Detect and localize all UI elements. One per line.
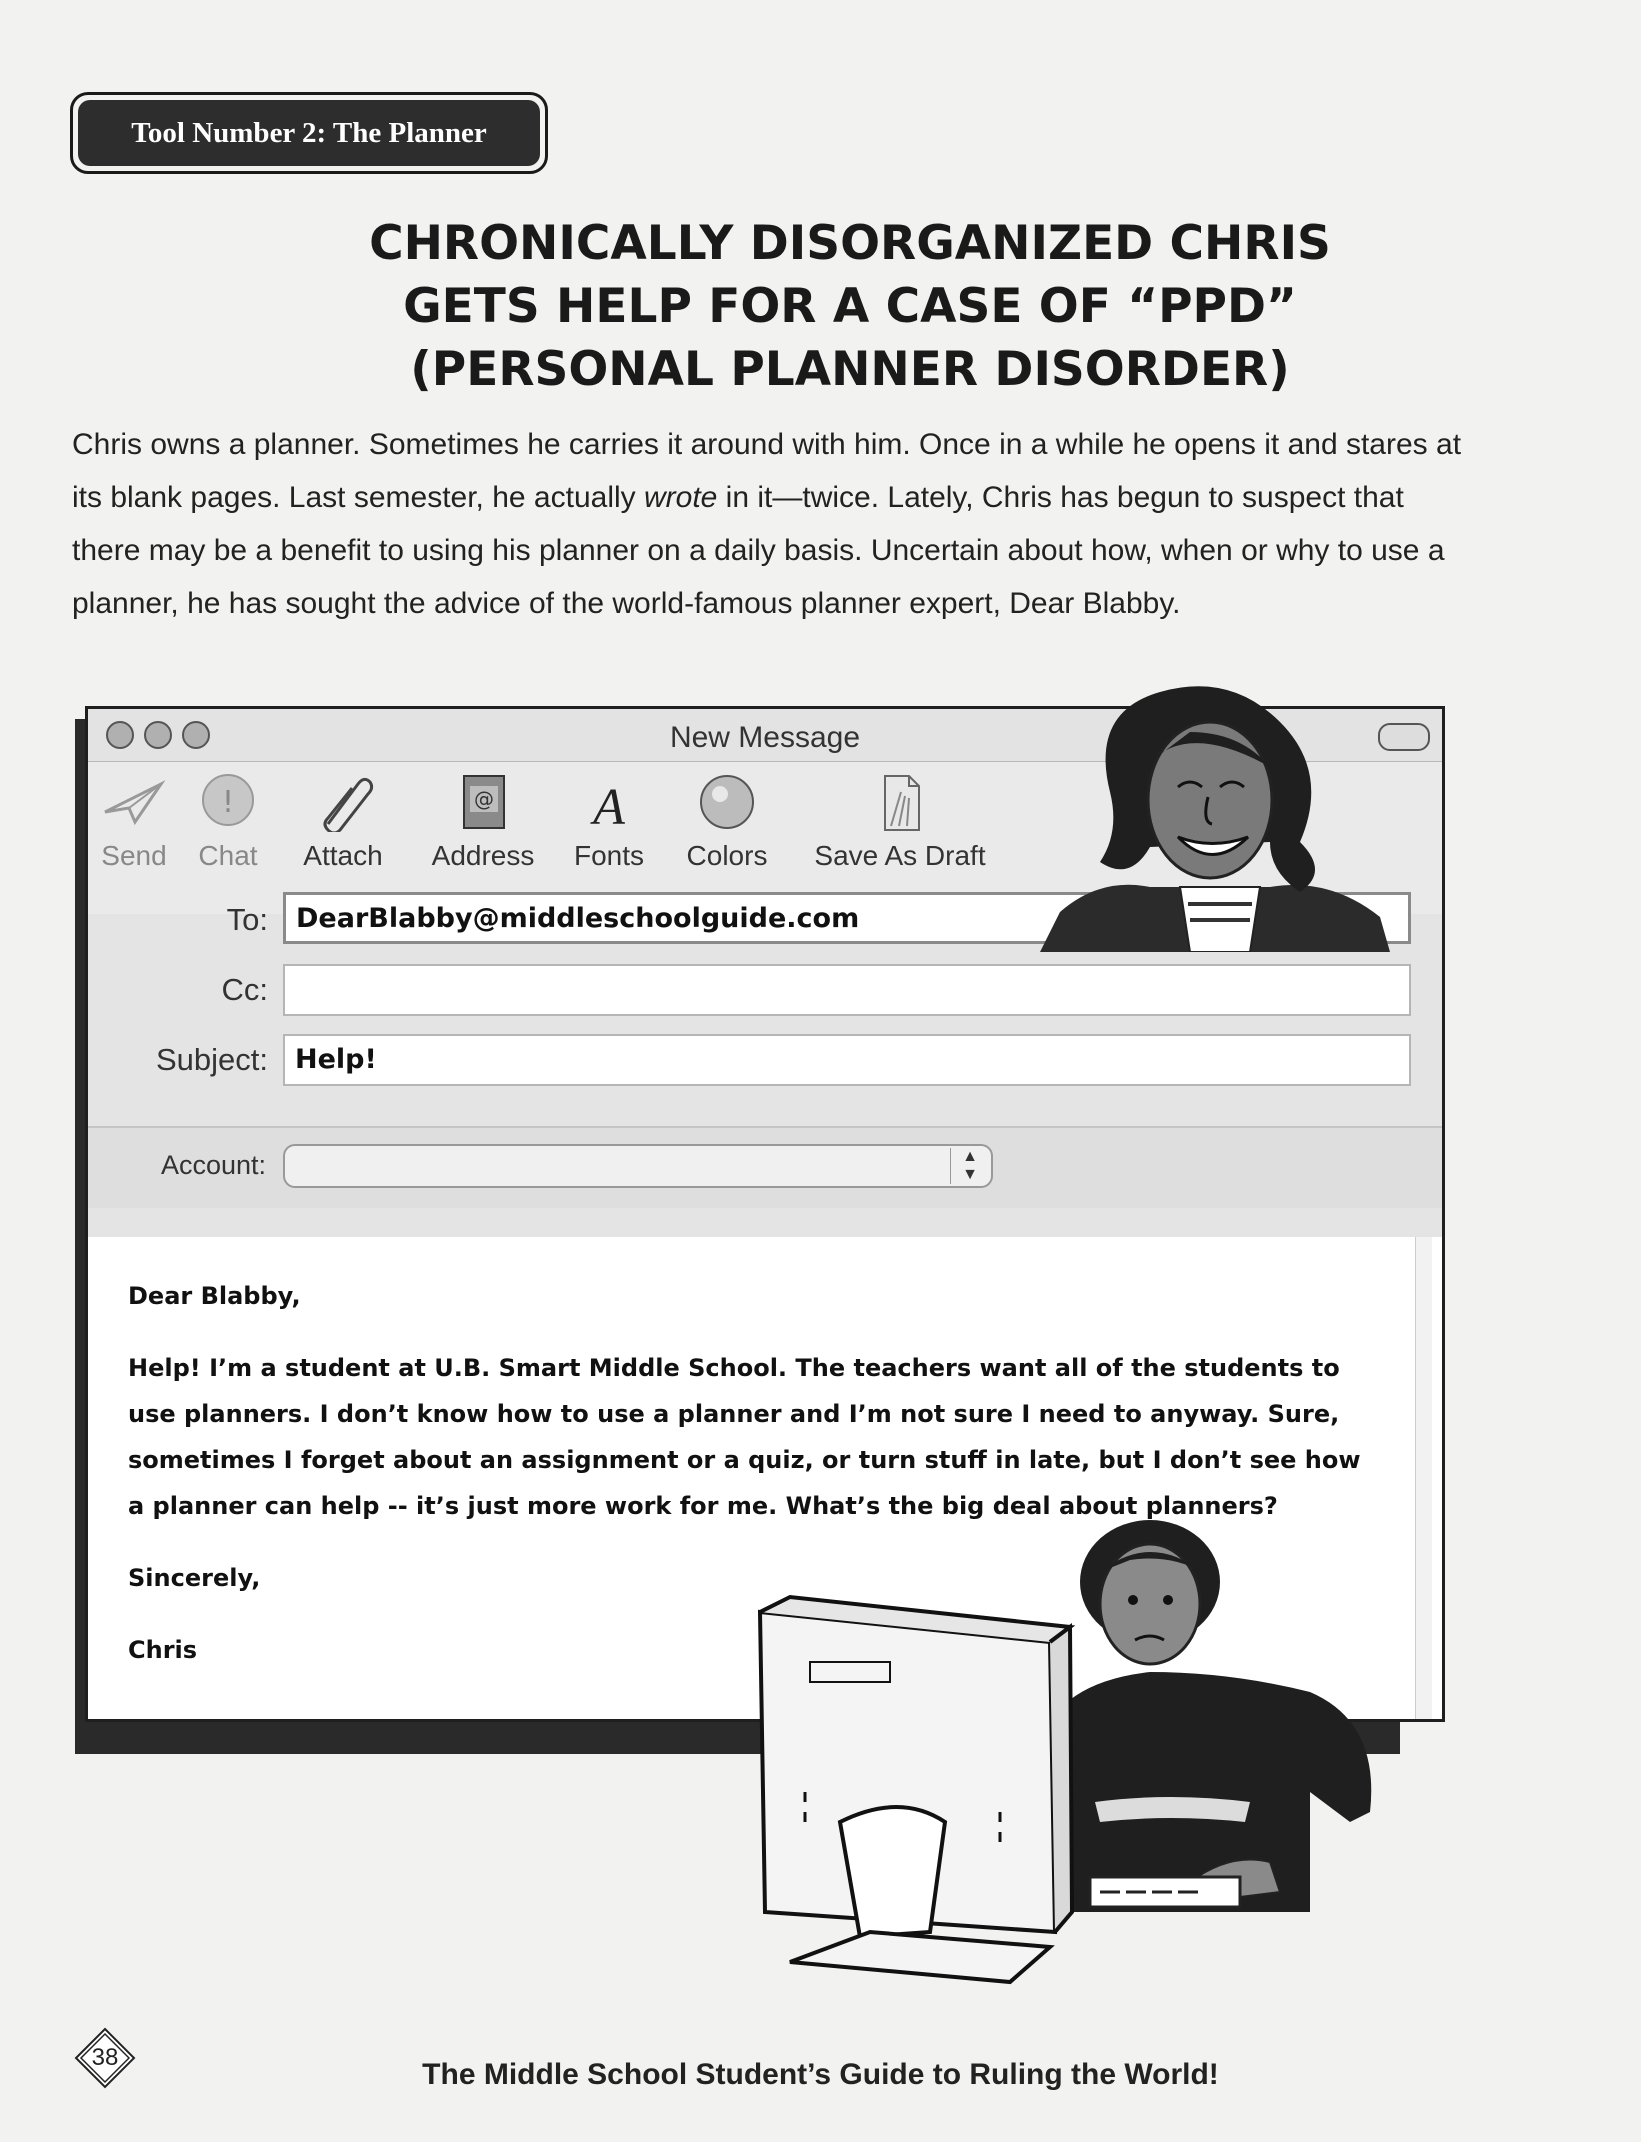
headline [150, 212, 1550, 401]
intro-text-2: in it—twice. Lately, Chris has begun to suspect that there may be a benefit to using his planner on a daily basis. Uncertain about how, when or why to use a planner, he has sought the advice of the world-famous planner expert, Dear Blabby. [72, 481, 1445, 620]
intro-emphasis: wrote [643, 481, 718, 514]
account-label: Account: [160, 1150, 266, 1180]
cc-field[interactable] [283, 964, 1411, 1016]
chat-button[interactable]: ! Chat [188, 772, 268, 872]
message-closing: Sincerely, [128, 1564, 261, 1592]
page-number: 38 [91, 2044, 119, 2071]
svg-text:!: ! [221, 785, 235, 820]
account-select[interactable] [283, 1144, 993, 1188]
address-book-icon [448, 772, 518, 832]
headline-line-2: GETS HELP FOR A CASE OF “PPD” [403, 279, 1297, 334]
message-signature: Chris [128, 1636, 198, 1664]
send-button[interactable]: Send [94, 772, 174, 872]
fonts-button[interactable]: A Fonts [564, 772, 654, 872]
scrollbar[interactable] [1415, 1237, 1432, 1719]
fonts-icon [574, 772, 644, 832]
cc-label: Cc: [221, 972, 268, 1007]
save-as-draft-button[interactable]: Save As Draft [800, 772, 1000, 872]
to-field[interactable]: DearBlabby@middleschoolguide.com [283, 892, 1411, 944]
attach-button[interactable]: Attach [288, 772, 398, 872]
section-tag [70, 92, 548, 174]
colors-icon [692, 772, 762, 832]
send-icon [99, 772, 169, 832]
address-button[interactable]: @ Address [423, 772, 543, 872]
draft-icon [865, 772, 935, 832]
intro-text-1: Chris owns a planner. Sometimes he carries it around with him. Once in a while he opens it and stares at its blank pages. Last semester, he actually [72, 428, 1462, 514]
headline-line-3: (PERSONAL PLANNER DISORDER) [410, 342, 1290, 397]
updown-arrows-icon: ▲ ▼ [950, 1148, 989, 1184]
to-label: To: [226, 902, 268, 937]
chat-icon [193, 772, 263, 832]
subject-field[interactable]: Help! [283, 1034, 1411, 1086]
chris-at-computer-illustration [750, 1492, 1390, 1992]
intro-paragraph [72, 418, 1472, 630]
paperclip-icon [308, 772, 378, 832]
dear-blabby-illustration [1040, 672, 1390, 952]
svg-text:A: A [593, 779, 625, 832]
svg-text:@: @ [474, 787, 494, 811]
headline-line-1: CHRONICALLY DISORGANIZED CHRIS [369, 216, 1331, 271]
account-row [88, 1126, 1442, 1208]
colors-button[interactable]: Colors [672, 772, 782, 872]
window-title: New Message [669, 721, 861, 754]
message-paragraph: Help! I’m a student at U.B. Smart Middle School. The teachers want all of the students to use planners. I don’t know how to use a planner and I’m not sure I need to anyway. Sure, sometimes I forget about an assignment or a quiz, or turn stuff in late, but I don’t see how a planner can help -- it’s just more work for me. What’s the big deal about planners? [128, 1354, 1361, 1520]
section-tag-label: Tool Number 2: The Planner [78, 100, 540, 166]
message-greeting: Dear Blabby, [128, 1282, 301, 1310]
subject-label: Subject: [155, 1042, 268, 1077]
book-title-footer: The Middle School Student’s Guide to Ruling the World! [422, 2058, 1219, 2091]
